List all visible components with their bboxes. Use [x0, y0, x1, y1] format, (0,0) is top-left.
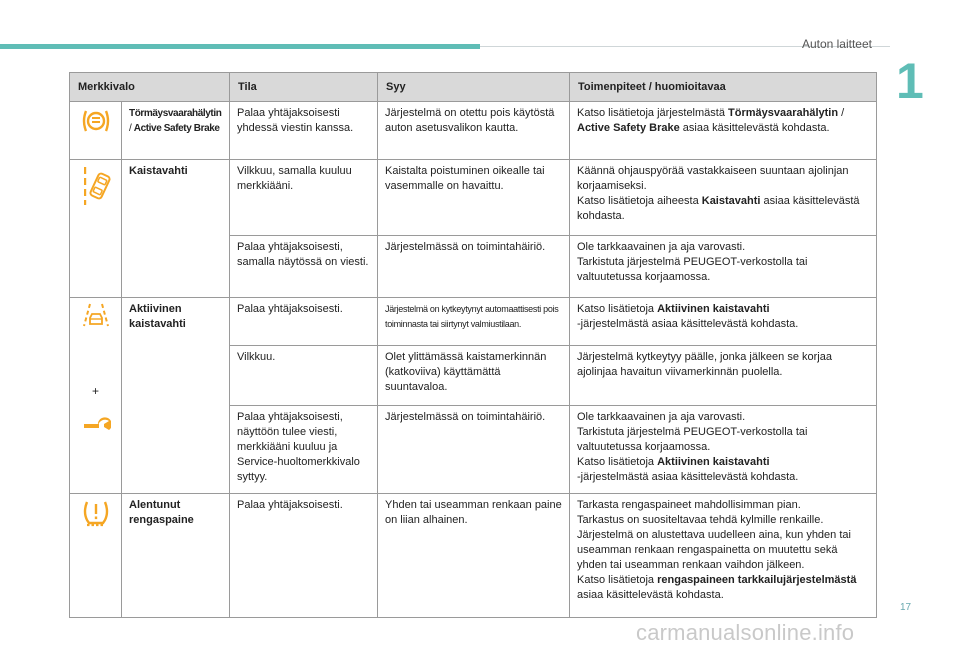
- lane-departure-icon: [80, 164, 112, 206]
- warning-lights-table: [69, 72, 877, 618]
- icon-cell: [70, 494, 122, 618]
- action-cell: Tarkasta rengaspaineet mahdollisimman pian. Tarkastus on suositeltavaa tehdä kylmille renkaille. Järjestelmä on alustettava uudelleen aina, kun yhden tai useamman renkaan rengaspainetta on muutettu sekä yhden tai useamman renkaan vaihdon jälkeen. Katso lisätietoja rengaspaineen tarkkailujärjestelmästä asiaa käsittelevästä kohdasta.: [570, 494, 877, 618]
- icon-cell: [70, 102, 122, 160]
- tyre-pressure-icon: [80, 498, 112, 528]
- state-cell: Palaa yhtäjaksoisesti.: [230, 298, 378, 346]
- action-cell: Järjestelmä kytkeytyy päälle, jonka jälkeen se korjaa ajolinjaa havaitun viivamerkinnän puolella.: [570, 346, 877, 406]
- state-cell: Palaa yhtäjaksoisesti, näyttöön tulee viesti, merkkiääni kuuluu ja Service-huoltomerkkivalo syttyy.: [230, 406, 378, 494]
- cause-cell: Järjestelmässä on toimintahäiriö.: [378, 406, 570, 494]
- cause-cell: Olet ylittämässä kaistamerkinnän (katkoviiva) käyttämättä suuntavaloa.: [378, 346, 570, 406]
- action-cell: Ole tarkkaavainen ja aja varovasti. Tarkistuta järjestelmä PEUGEOT-verkostolla tai valtuutetussa korjaamossa. Katso lisätietoja Aktiivinen kaistavahti -järjestelmästä asiaa käsittelevästä kohdasta.: [570, 406, 877, 494]
- section-title: Auton laitteet: [801, 37, 872, 51]
- page-number: 17: [900, 602, 912, 613]
- light-name-cell: [122, 102, 230, 160]
- icon-cell: [70, 160, 122, 298]
- icon-cell: [70, 298, 122, 494]
- action-cell: Katso lisätietoja Aktiivinen kaistavahti -järjestelmästä asiaa käsittelevästä kohdasta.: [570, 298, 877, 346]
- table-row: [70, 102, 877, 160]
- light-name-cell: Aktiivinen kaistavahti: [122, 298, 230, 494]
- cause-text: Järjestelmä on kytkeytynyt automaattisesti pois toiminnasta tai siirtynyt valmiustilaan.: [385, 304, 559, 329]
- watermark: carmanualsonline.info: [636, 620, 855, 645]
- action-cell: Käännä ohjauspyörää vastakkaiseen suuntaan ajolinjan korjaamiseksi. Katso lisätietoja aiheesta Kaistavahti asiaa käsittelevästä kohdasta.: [570, 160, 877, 236]
- column-header-light: Merkkivalo: [70, 73, 230, 102]
- state-cell: Vilkkuu.: [230, 346, 378, 406]
- state-cell: Palaa yhtäjaksoisesti, samalla näytössä on viesti.: [230, 236, 378, 298]
- light-name-cell: Alentunut rengaspaine: [122, 494, 230, 618]
- action-cell: Katso lisätietoja järjestelmästä Törmäysvaarahälytin / Active Safety Brake asiaa käsittelevästä kohdasta.: [570, 102, 877, 160]
- table-row: [70, 298, 877, 346]
- column-header-action: Toimenpiteet / huomioitavaa: [570, 73, 877, 102]
- table-row: [70, 160, 877, 236]
- state-cell: Vilkkuu, samalla kuuluu merkkiääni.: [230, 160, 378, 236]
- action-cell: Ole tarkkaavainen ja aja varovasti. Tarkistuta järjestelmä PEUGEOT-verkostolla tai valtuutetussa korjaamossa.: [570, 236, 877, 298]
- table-row: [70, 494, 877, 618]
- light-name-cell: Kaistavahti: [122, 160, 230, 298]
- cause-cell: Yhden tai useamman renkaan paine on liian alhainen.: [378, 494, 570, 618]
- table-header-row: [70, 73, 877, 102]
- cause-cell: [378, 298, 570, 346]
- header-accent-bar: [0, 44, 480, 49]
- chapter-number: 1: [896, 53, 924, 109]
- cause-cell: Järjestelmä on otettu pois käytöstä auton asetusvalikon kautta.: [378, 102, 570, 160]
- plus-sign: +: [91, 384, 99, 398]
- collision-warning-icon: [80, 106, 112, 136]
- cause-cell: Järjestelmässä on toimintahäiriö.: [378, 236, 570, 298]
- lane-keeping-icon: [81, 302, 111, 328]
- column-header-cause: Syy: [378, 73, 570, 102]
- state-cell: Palaa yhtäjaksoisesti.: [230, 494, 378, 618]
- column-header-state: Tila: [230, 73, 378, 102]
- light-name: Törmäysvaarahälytin / Active Safety Brake: [129, 108, 222, 134]
- state-cell: Palaa yhtäjaksoisesti yhdessä viestin kanssa.: [230, 102, 378, 160]
- wrench-icon: [81, 417, 111, 435]
- cause-cell: Kaistalta poistuminen oikealle tai vasemmalle on havaittu.: [378, 160, 570, 236]
